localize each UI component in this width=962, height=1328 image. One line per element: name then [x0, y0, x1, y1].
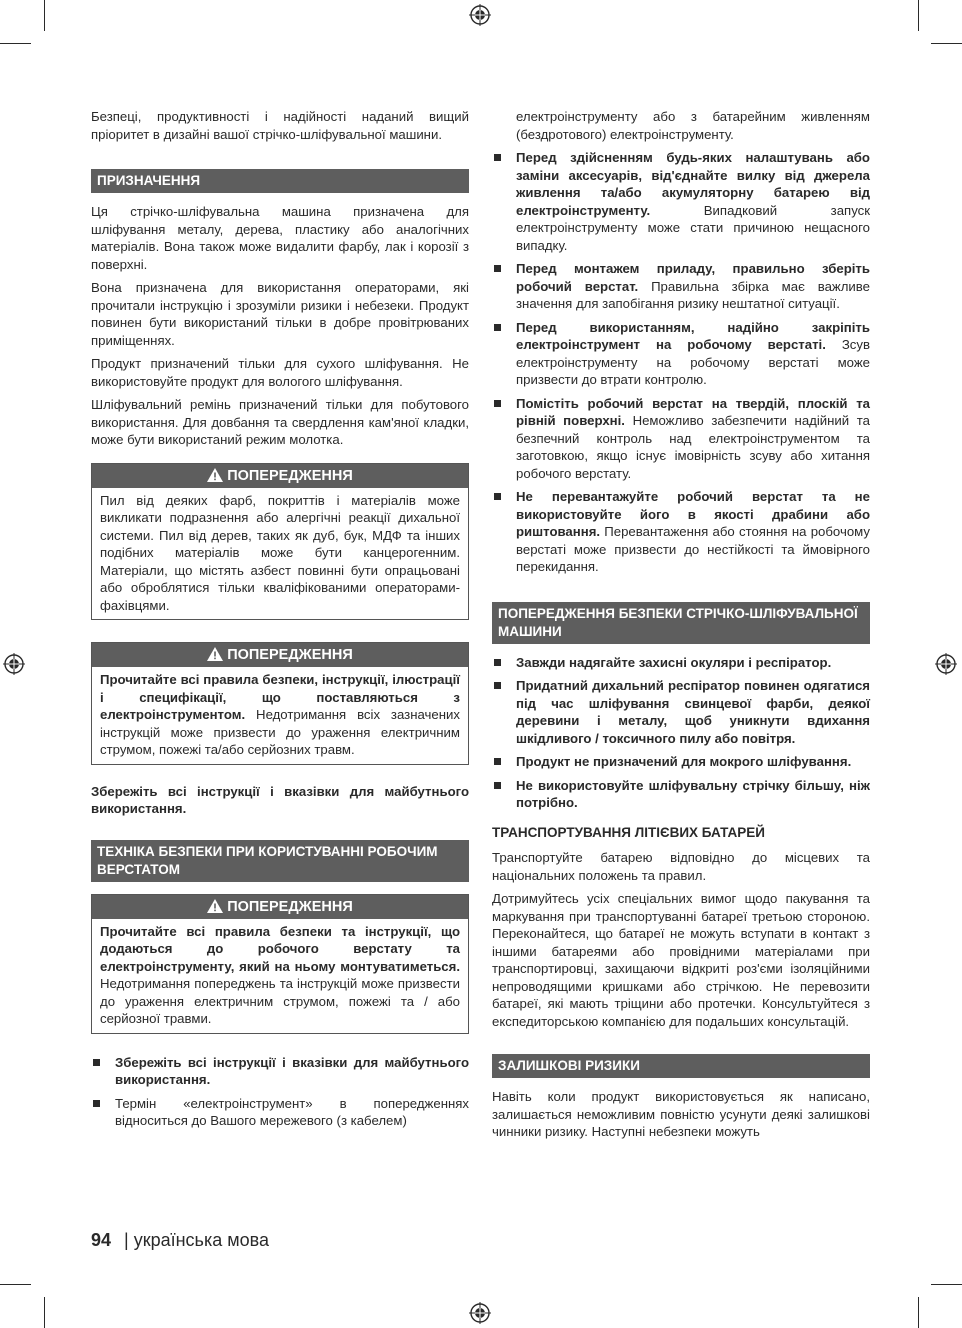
- bullet-list: [91, 1054, 469, 1130]
- warning-title: [92, 643, 468, 667]
- bullet-list: [492, 149, 870, 576]
- footer-language: | українська мова: [124, 1230, 269, 1250]
- list-item: Не перевантажуйте робочий верстат та не використовуйте його в якості драбини або риштовання. Перевантаження або стояння на робочому верстаті може призвести до нестійкості та ймовірного перекидання.: [492, 488, 870, 576]
- registration-mark-icon: [3, 653, 25, 675]
- warning-title: [92, 464, 468, 488]
- paragraph: Ця стрічко-шліфувальна машина призначена для шліфування металу, дерева, пластику або аналогічних матеріалів. Вона також може видалити фарбу, лак і корозії з поверхні.: [91, 204, 469, 272]
- list-item: Термін «електроінструмент» в попередженнях відноситься до Вашого мережевого (з кабелем): [91, 1095, 469, 1130]
- warning-box: [91, 642, 469, 765]
- list-item: Придатний дихальний респіратор повинен одягатися під час шліфування свинцевої фарби, деякої деревини і металу, щоб уникнути вдихання шкідливого / токсичного пилу або повітря.: [492, 677, 870, 747]
- paragraph: Дотримуйтесь усіх спеціальних вимог щодо пакування та маркування при транспортуванні батареї третьою стороною. Переконайтеся, що батареї не можуть вступати в контакт з іншими батареями або провідними матеріалами при транспортировці, захищаючи відкриті роз'єми ізоляційними непроводящими кришками або стрічкою. Не перевозити батареї, які мають тріщини або протечки. Консультуйтеся з експедиторською компанією для подальших консультацій.: [492, 891, 870, 1029]
- registration-mark-icon: [935, 653, 957, 675]
- left-column: [91, 108, 469, 1136]
- warning-title-text: ПОПЕРЕДЖЕННЯ: [227, 898, 353, 915]
- bullet-list: [492, 654, 870, 812]
- list-item: Помістіть робочий верстат на твердій, плоскій та рівній поверхні. Неможливо забезпечити надійний та безпечний контроль над електроінструментом та заготовкою, якщо існує імовірність зсуву або хитання робочого верстату.: [492, 395, 870, 483]
- warning-title-text: ПОПЕРЕДЖЕННЯ: [227, 647, 353, 663]
- list-item: Перед використанням, надійно закріпіть електроінструмент на робочому верстаті. Зсув електроінструменту на робочому верстаті може призвести до втрати контролю.: [492, 319, 870, 389]
- list-item: Не використовуйте шліфувальну стрічку більшу, ніж потрібно.: [492, 777, 870, 812]
- page-number: 94: [91, 1230, 112, 1250]
- registration-mark-icon: [469, 4, 491, 26]
- intro-paragraph: Безпеці, продуктивності і надійності наданий вищий пріоритет в дизайні вашої стрічко-шліфувальної машини.: [91, 109, 469, 142]
- warning-triangle-icon: [207, 468, 223, 482]
- crop-mark: [44, 1297, 45, 1328]
- warning-body: [92, 919, 468, 1033]
- section-heading-residual-risks: ЗАЛИШКОВІ РИЗИКИ: [492, 1054, 870, 1078]
- warning-title: [92, 895, 468, 919]
- warning-body-text: Недотримання всіх зазначених інструкцій може призвести до ураження електричним струмом, пожежі та/або серйозних травм.: [100, 707, 460, 757]
- warning-title-text: ПОПЕРЕДЖЕННЯ: [227, 467, 353, 484]
- right-column: [492, 108, 870, 1147]
- crop-mark: [918, 1297, 919, 1328]
- crop-mark: [44, 0, 45, 31]
- crop-mark: [918, 0, 919, 31]
- section-heading-sander-safety: ПОПЕРЕДЖЕННЯ БЕЗПЕКИ СТРІЧКО-ШЛІФУВАЛЬНОЇ МАШИНИ: [492, 602, 870, 644]
- list-item: Збережіть всі інструкції і вказівки для майбутнього використання.: [91, 1054, 469, 1089]
- warning-triangle-icon: [207, 647, 223, 661]
- warning-triangle-icon: [207, 899, 223, 913]
- warning-body: [92, 667, 468, 764]
- crop-mark: [0, 1284, 31, 1285]
- paragraph: Продукт призначений тільки для сухого шліфування. Не використовуйте продукт для вологого шліфування.: [91, 356, 469, 389]
- warning-body-bold: Прочитайте всі правила безпеки, інструкції, ілюстрації і специфікації, що поставляються з електроінструментом.: [100, 672, 460, 722]
- warning-body-bold: Прочитайте всі правила безпеки та інструкції, що додаються до робочого верстату та електроінструменту, який на ньому монтуватиметься.: [100, 923, 460, 974]
- warning-box: [91, 463, 469, 621]
- crop-mark: [931, 43, 962, 44]
- list-item: Перед монтажем приладу, правильно зберіть робочий верстат. Правильна збірка має важливе значення для запобігання ризику нештатної ситуації.: [492, 260, 870, 313]
- warning-body: Пил від деяких фарб, покриттів і матеріалів може викликати подразнення або алергічні реакції дихальної системи. Пил від дерев, таких як дуб, бук, МДФ та інших подібних матеріалів може бути канцерогенним. Матеріали, що містять азбест повинні бути опрацьовані або оброблятися тільки кваліфікованими операторами-фахівцями.: [100, 492, 460, 613]
- subheading-transport: ТРАНСПОРТУВАННЯ ЛІТІЄВИХ БАТАРЕЙ: [492, 824, 765, 840]
- paragraph: Транспортуйте батарею відповідно до місцевих та національних положень та правил.: [492, 850, 870, 883]
- section-heading-workbench: ТЕХНІКА БЕЗПЕКИ ПРИ КОРИСТУВАННІ РОБОЧИМ ВЕРСТАТОМ: [91, 840, 469, 882]
- page-footer: [91, 1230, 269, 1251]
- save-instructions-note: Збережіть всі інструкції і вказівки для майбутнього використання.: [91, 783, 469, 816]
- paragraph: електроінструменту або з батарейним живленням (бездротового) електроінструменту.: [516, 109, 870, 142]
- section-heading-purpose: ПРИЗНАЧЕННЯ: [91, 169, 469, 193]
- paragraph: Навіть коли продукт використовується як написано, залишається неможливим повністю усунути деякі залишкові чинники ризику. Наступні небезпеки можуть: [492, 1089, 870, 1139]
- crop-mark: [0, 43, 31, 44]
- list-item: Перед здійсненням будь-яких налаштувань або заміни аксесуарів, від'єднайте вилку від джерела живлення та/або акумуляторну батарею від електроінструменту. Випадковий запуск електроінструменту може стати причиною нещасного випадку.: [492, 149, 870, 254]
- warning-box: [91, 894, 469, 1034]
- paragraph: Шліфувальний ремінь призначений тільки для побутового використання. Для довбання та свердлення кам'яної кладки, може бути використаний режим молотка.: [91, 397, 469, 447]
- paragraph: Вона призначена для використання операторами, які прочитали інструкцію і зрозуміли ризики і небезеки. Продукт повинен бути використаний тільки в добре провітрюваних приміщеннях.: [91, 280, 469, 348]
- list-item: Завжди надягайте захисні окуляри і респіратор.: [492, 654, 870, 672]
- warning-body-text: Недотримання попереджень та інструкцій може призвести до ураження електричним струмом, пожежі та / або серйозної травми.: [100, 976, 460, 1026]
- list-item: Продукт не призначений для мокрого шліфування.: [492, 753, 870, 771]
- crop-mark: [931, 1284, 962, 1285]
- registration-mark-icon: [469, 1302, 491, 1324]
